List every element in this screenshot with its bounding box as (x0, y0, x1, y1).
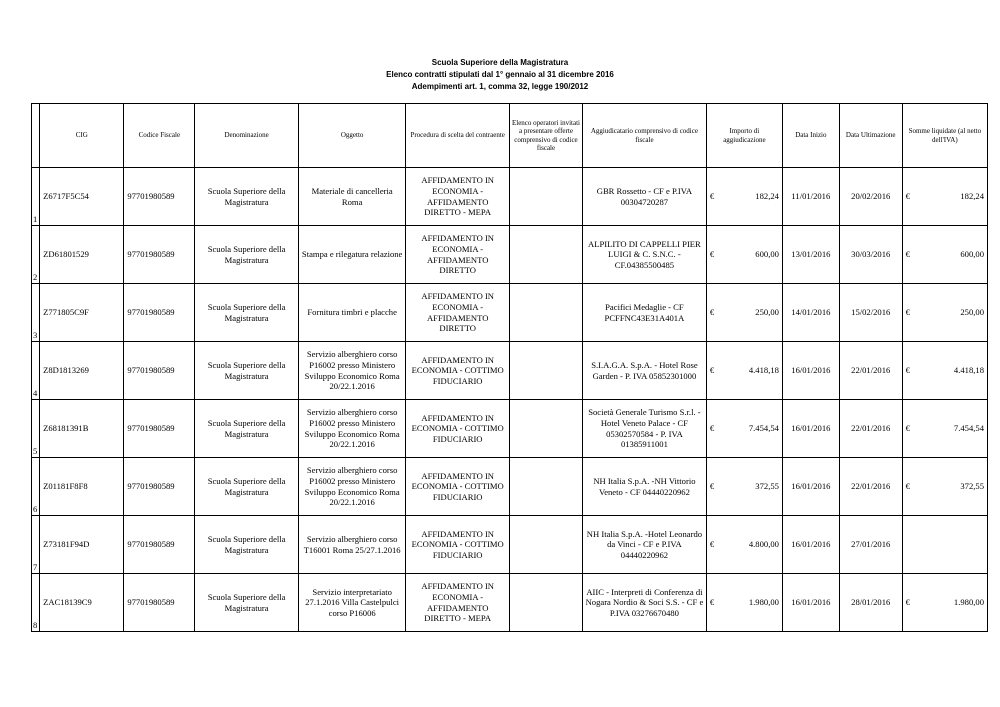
importo-cell (706, 574, 782, 632)
data-inizio-cell: 11/01/2016 (782, 168, 839, 226)
currency-symbol: € (709, 423, 715, 434)
currency-symbol: € (905, 597, 910, 608)
data-ultimazione-cell: 22/01/2016 (839, 342, 902, 400)
aggiudicatario-cell: GBR Rossetto - CF e P.IVA 00304720287 (583, 168, 707, 226)
importo-cell (706, 284, 782, 342)
currency-symbol: € (709, 191, 715, 202)
importo-value: 372,55 (755, 481, 779, 492)
aggiudicatario-cell: ALPILITO DI CAPPELLI PIER LUIGI & C. S.N.C. - CF.04385500485 (583, 226, 707, 284)
data-ultimazione-cell: 27/01/2016 (839, 516, 902, 574)
denominazione-cell: Scuola Superiore della Magistratura (195, 284, 299, 342)
importo-value: 600,00 (755, 249, 779, 260)
doc-title: Scuola Superiore della Magistratura (431, 58, 569, 67)
procedura-cell: AFFIDAMENTO IN ECONOMIA - AFFIDAMENTO DIRETTO - MEPA (406, 168, 510, 226)
row-number: 1 (32, 168, 40, 226)
data-ultimazione-cell: 20/02/2016 (839, 168, 902, 226)
currency-symbol: € (709, 365, 715, 376)
col-header-aggiudicatario: Aggiudicatario comprensivo di codice fiscale (583, 104, 707, 168)
importo-value: 182,24 (755, 191, 779, 202)
importo-cell (706, 400, 782, 458)
aggiudicatario-cell: NH Italia S.p.A. -NH Vittorio Veneto - CF 04440220962 (583, 458, 707, 516)
data-ultimazione-cell: 22/01/2016 (839, 458, 902, 516)
table-row (32, 574, 988, 632)
procedura-cell: AFFIDAMENTO IN ECONOMIA - COTTIMO FIDUCIARIO (406, 342, 510, 400)
oggetto-cell: Servizio alberghiero corso P16002 presso Ministero Sviluppo Economico Roma 20/22.1.2016 (298, 400, 406, 458)
col-header-importo: Importo di aggiudicazione (706, 104, 782, 168)
importo-value: 7.454,54 (748, 423, 779, 434)
currency-symbol: € (709, 307, 715, 318)
row-number: 5 (32, 400, 40, 458)
denominazione-cell: Scuola Superiore della Magistratura (195, 400, 299, 458)
col-header-denominazione: Denominazione (195, 104, 299, 168)
data-ultimazione-cell: 28/01/2016 (839, 574, 902, 632)
elenco-operatori-cell (509, 400, 582, 458)
codice-fiscale-cell: 97701980589 (124, 458, 195, 516)
codice-fiscale-cell: 97701980589 (124, 284, 195, 342)
currency-symbol: € (709, 539, 715, 550)
oggetto-cell: Stampa e rilegatura relazione (298, 226, 406, 284)
cig-cell: ZD61801529 (40, 226, 124, 284)
importo-cell (706, 458, 782, 516)
aggiudicatario-cell: NH Italia S.p.A. -Hotel Leonardo da Vinci - CF e P.IVA 04440220962 (583, 516, 707, 574)
somme-liquidate-cell (902, 458, 987, 516)
col-header-num (32, 104, 40, 168)
somme-liquidate-cell (902, 400, 987, 458)
currency-symbol: € (905, 481, 910, 492)
table-row (32, 342, 988, 400)
data-ultimazione-cell: 22/01/2016 (839, 400, 902, 458)
col-header-oggetto: Oggetto (298, 104, 406, 168)
elenco-operatori-cell (509, 284, 582, 342)
doc-reference: Adempimenti art. 1, comma 32, legge 190/2012 (411, 82, 589, 91)
denominazione-cell: Scuola Superiore della Magistratura (195, 458, 299, 516)
table-row (32, 284, 988, 342)
oggetto-cell: Servizio alberghiero corso P16002 presso Ministero Sviluppo Economico Roma 20/22.1.2016 (298, 458, 406, 516)
somme-value: 4.418,18 (953, 365, 984, 376)
row-number: 7 (32, 516, 40, 574)
oggetto-cell: Servizio interpretariato 27.1.2016 Villa Castelpulci corso P16006 (298, 574, 406, 632)
oggetto-cell: Servizio alberghiero corso P16002 presso Ministero Sviluppo Economico Roma 20/22.1.2016 (298, 342, 406, 400)
doc-subtitle: Elenco contratti stipulati dal 1° gennaio al 31 dicembre 2016 (386, 70, 614, 79)
cig-cell: Z73181F94D (40, 516, 124, 574)
table-row (32, 400, 988, 458)
oggetto-cell: Servizio alberghiero corso T16001 Roma 25/27.1.2016 (298, 516, 406, 574)
codice-fiscale-cell: 97701980589 (124, 400, 195, 458)
table-row (32, 516, 988, 574)
importo-value: 1.980,00 (748, 597, 779, 608)
denominazione-cell: Scuola Superiore della Magistratura (195, 342, 299, 400)
row-number: 6 (32, 458, 40, 516)
procedura-cell: AFFIDAMENTO IN ECONOMIA - AFFIDAMENTO DIRETTO - MEPA (406, 574, 510, 632)
importo-cell (706, 168, 782, 226)
contracts-table (31, 103, 988, 632)
currency-symbol: € (905, 191, 910, 202)
procedura-cell: AFFIDAMENTO IN ECONOMIA - COTTIMO FIDUCIARIO (406, 516, 510, 574)
somme-liquidate-cell (902, 284, 987, 342)
data-ultimazione-cell: 30/03/2016 (839, 226, 902, 284)
data-inizio-cell: 16/01/2016 (782, 342, 839, 400)
data-inizio-cell: 16/01/2016 (782, 516, 839, 574)
table-row (32, 226, 988, 284)
importo-value: 250,00 (755, 307, 779, 318)
header-row (32, 104, 988, 168)
somme-value: 1.980,00 (953, 597, 984, 608)
col-header-data-ultimazione: Data Ultimazione (839, 104, 902, 168)
elenco-operatori-cell (509, 168, 582, 226)
currency-symbol: € (709, 249, 715, 260)
elenco-operatori-cell (509, 226, 582, 284)
cig-cell: Z6717F5C54 (40, 168, 124, 226)
row-number: 8 (32, 574, 40, 632)
data-inizio-cell: 16/01/2016 (782, 458, 839, 516)
table-row (32, 168, 988, 226)
somme-value: 182,24 (960, 191, 984, 202)
aggiudicatario-cell: Pacifici Medaglie - CF PCFFNC43E31A401A (583, 284, 707, 342)
elenco-operatori-cell (509, 574, 582, 632)
col-header-somme-liquidate: Somme liquidate (al netto dell'IVA) (902, 104, 987, 168)
col-header-codice-fiscale: Codice Fiscale (124, 104, 195, 168)
somme-liquidate-cell (902, 342, 987, 400)
procedura-cell: AFFIDAMENTO IN ECONOMIA - COTTIMO FIDUCIARIO (406, 458, 510, 516)
currency-symbol: € (709, 481, 715, 492)
cig-cell: Z68181391B (40, 400, 124, 458)
procedura-cell: AFFIDAMENTO IN ECONOMIA - COTTIMO FIDUCIARIO (406, 400, 510, 458)
data-inizio-cell: 13/01/2016 (782, 226, 839, 284)
codice-fiscale-cell: 97701980589 (124, 226, 195, 284)
somme-liquidate-cell (902, 226, 987, 284)
somme-value: 250,00 (960, 307, 984, 318)
aggiudicatario-cell: AIIC - Interpreti di Conferenza di Nogara Nordio & Soci S.S. - CF e P.IVA 03276670480 (583, 574, 707, 632)
aggiudicatario-cell: S.I.A.G.A. S.p.A. - Hotel Rose Garden - P. IVA 05852301000 (583, 342, 707, 400)
col-header-data-inizio: Data Inizio (782, 104, 839, 168)
somme-liquidate-cell (902, 574, 987, 632)
cig-cell: Z01181F8F8 (40, 458, 124, 516)
data-ultimazione-cell: 15/02/2016 (839, 284, 902, 342)
codice-fiscale-cell: 97701980589 (124, 574, 195, 632)
somme-value: 600,00 (960, 249, 984, 260)
data-inizio-cell: 16/01/2016 (782, 400, 839, 458)
denominazione-cell: Scuola Superiore della Magistratura (195, 516, 299, 574)
somme-value: 7.454,54 (953, 423, 984, 434)
currency-symbol: € (709, 597, 715, 608)
procedura-cell: AFFIDAMENTO IN ECONOMIA - AFFIDAMENTO DIRETTO (406, 226, 510, 284)
codice-fiscale-cell: 97701980589 (124, 516, 195, 574)
oggetto-cell: Fornitura timbri e placche (298, 284, 406, 342)
col-header-elenco-operatori: Elenco operatori invitati a presentare offerte comprensivo di codice fiscale (509, 104, 582, 168)
codice-fiscale-cell: 97701980589 (124, 342, 195, 400)
denominazione-cell: Scuola Superiore della Magistratura (195, 574, 299, 632)
somme-liquidate-cell (902, 516, 987, 574)
procedura-cell: AFFIDAMENTO IN ECONOMIA - AFFIDAMENTO DIRETTO (406, 284, 510, 342)
importo-value: 4.800,00 (748, 539, 779, 550)
denominazione-cell: Scuola Superiore della Magistratura (195, 226, 299, 284)
row-number: 4 (32, 342, 40, 400)
importo-cell (706, 516, 782, 574)
currency-symbol: € (905, 365, 910, 376)
data-inizio-cell: 16/01/2016 (782, 574, 839, 632)
row-number: 3 (32, 284, 40, 342)
denominazione-cell: Scuola Superiore della Magistratura (195, 168, 299, 226)
currency-symbol: € (905, 307, 910, 318)
somme-value: 372,55 (960, 481, 984, 492)
cig-cell: Z771805C9F (40, 284, 124, 342)
codice-fiscale-cell: 97701980589 (124, 168, 195, 226)
elenco-operatori-cell (509, 516, 582, 574)
col-header-procedura: Procedura di scelta del contraente (406, 104, 510, 168)
oggetto-cell: Materiale di cancelleria Roma (298, 168, 406, 226)
importo-cell (706, 342, 782, 400)
elenco-operatori-cell (509, 458, 582, 516)
aggiudicatario-cell: Società Generale Turismo S.r.l. - Hotel Veneto Palace - CF 05302570584 - P. IVA 01385911001 (583, 400, 707, 458)
row-number: 2 (32, 226, 40, 284)
table-row (32, 458, 988, 516)
currency-symbol: € (905, 249, 910, 260)
cig-cell: ZAC18139C9 (40, 574, 124, 632)
elenco-operatori-cell (509, 342, 582, 400)
col-header-cig: CIG (40, 104, 124, 168)
importo-value: 4.418,18 (748, 365, 779, 376)
importo-cell (706, 226, 782, 284)
data-inizio-cell: 14/01/2016 (782, 284, 839, 342)
somme-liquidate-cell (902, 168, 987, 226)
currency-symbol: € (905, 423, 910, 434)
cig-cell: Z8D1813269 (40, 342, 124, 400)
